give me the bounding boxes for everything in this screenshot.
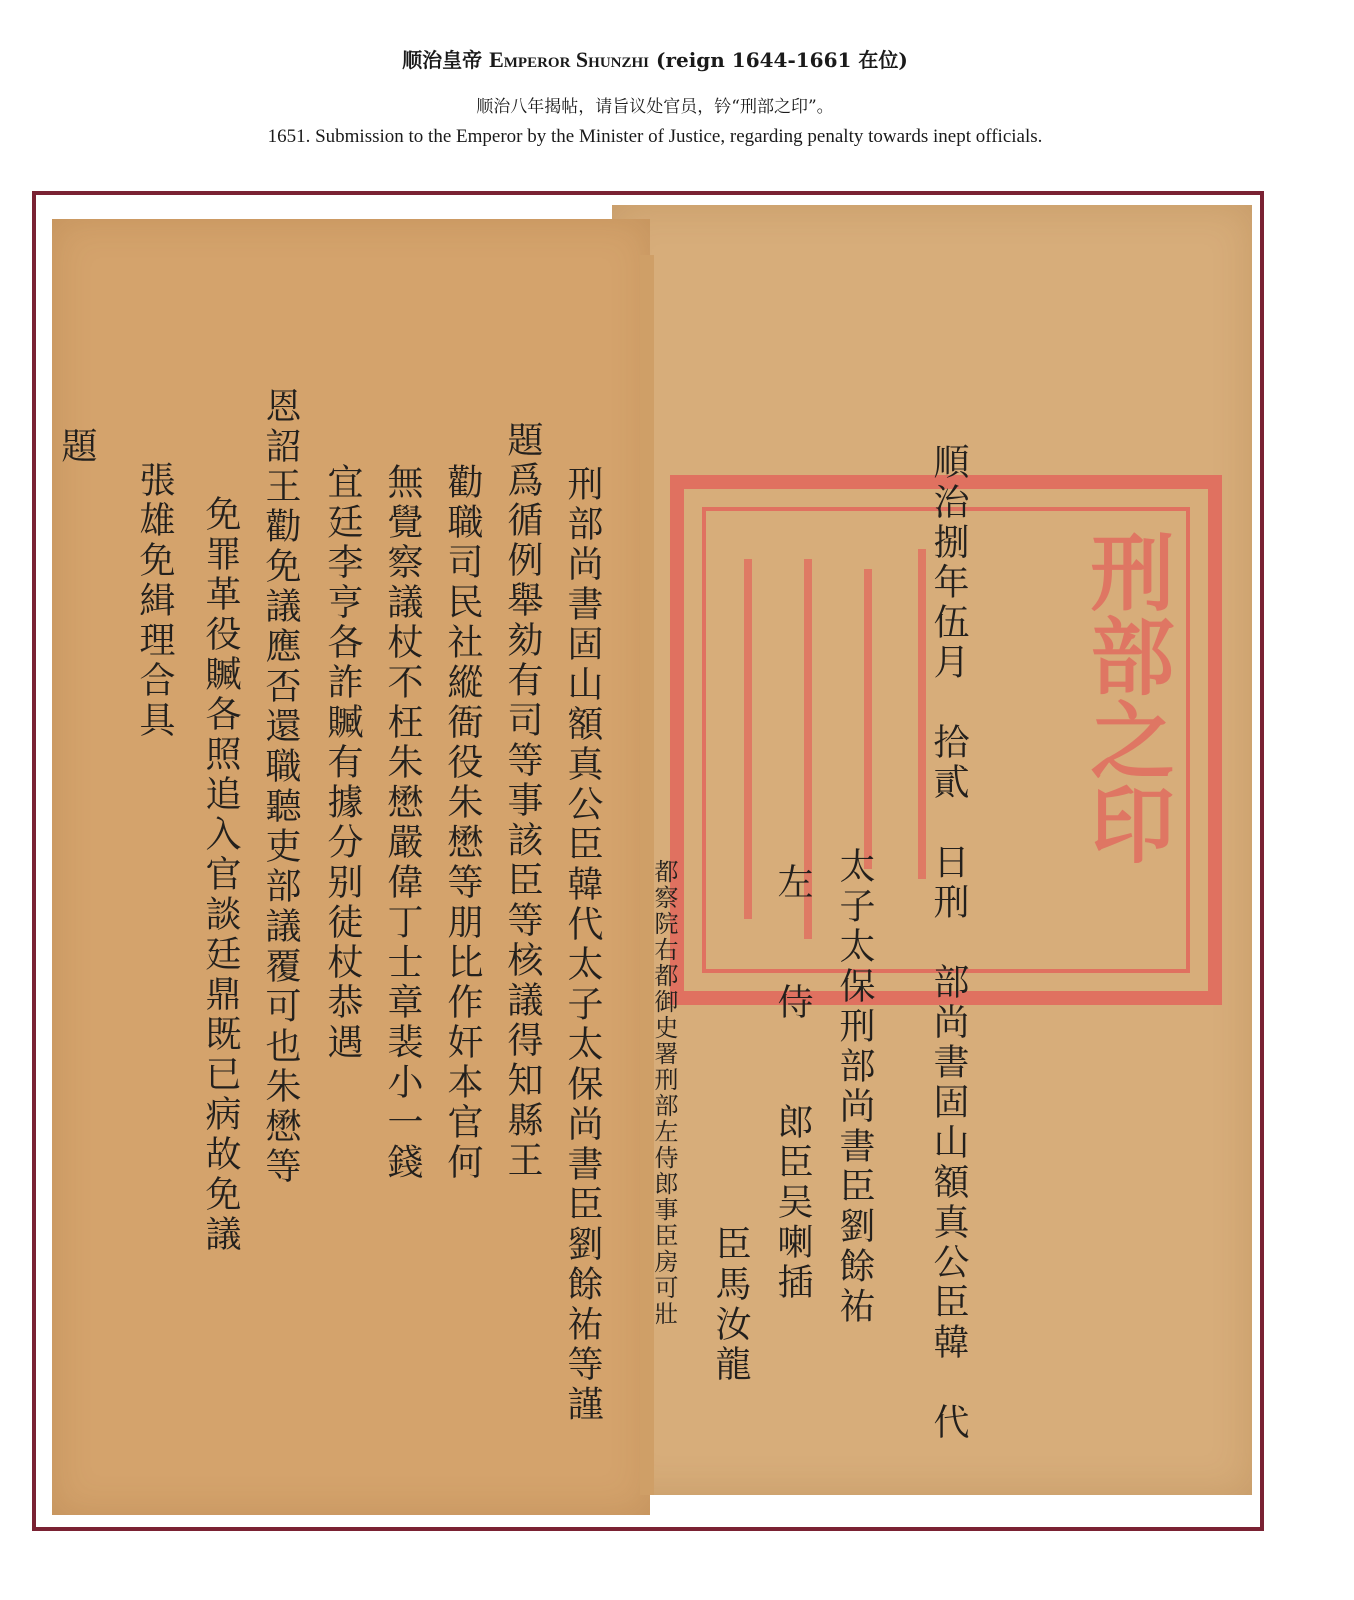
document-frame (32, 191, 1264, 1531)
left-column-1: 刑部尚書固山額真公臣韓代太子太保尚書臣劉餘祐等謹 (562, 465, 603, 1425)
left-column-2: 題爲循例舉劾有司等事該臣等核議得知縣王 (502, 421, 543, 1181)
page-title (0, 44, 1310, 73)
left-column-9: 題 (56, 427, 97, 467)
seal-text: 刑部之印 (1077, 529, 1176, 865)
right-column-4: 臣馬汝龍 (710, 1225, 751, 1385)
right-column-date: 順治捌年伍月 拾貳 日刑 部尚書固山額真公臣韓 代 (928, 443, 969, 1443)
title-reign: (reign 1644-1661 在位) (655, 48, 908, 72)
title-chinese: 顺治皇帝 (402, 48, 483, 72)
left-column-8: 張雄免緝理合具 (134, 461, 175, 741)
title-english: Emperor Shunzhi (489, 47, 650, 72)
right-column-3: 左 侍 郎臣吴喇插 (772, 863, 813, 1303)
seal-manchu-stroke-1 (744, 559, 752, 919)
left-column-6: 恩詔王勸免議應否還職聽吏部議覆可也朱懋等 (260, 387, 301, 1187)
left-column-4: 無覺察議杖不枉朱懋嚴偉丁士章裴小一錢 (382, 463, 423, 1183)
subtitle-english: 1651. Submission to the Emperor by the Minister of Justice, regarding penalty towards inept officials. (267, 126, 1043, 147)
right-column-2: 太子太保刑部尚書臣劉餘祐 (834, 847, 875, 1327)
seal-manchu-stroke-3 (864, 569, 872, 869)
page-header (0, 0, 1354, 180)
seal-manchu-stroke-4 (918, 549, 926, 879)
left-column-5: 宜廷李亨各詐贓有據分别徒杖恭遇 (322, 463, 363, 1063)
subtitle-chinese: 顺治八年揭帖，请旨议处官员，钤“刑部之印”。 (476, 97, 834, 117)
left-column-7: 免罪革役贓各照追入官談廷鼎既已病故免議 (200, 495, 241, 1255)
left-column-3: 勸職司民社縱衙役朱懋等朋比作奸本官何 (442, 463, 483, 1183)
right-column-5: 都察院右都御史署刑部左侍郎事臣房可壯 (650, 859, 678, 1327)
